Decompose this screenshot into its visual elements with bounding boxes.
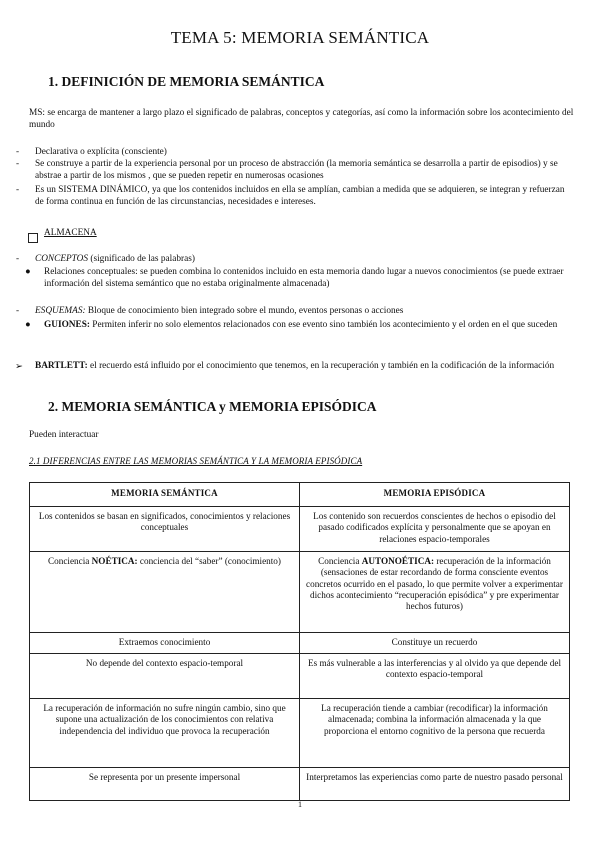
table-cell: Constituye un recuerdo bbox=[300, 633, 570, 654]
dash-bullet: - bbox=[16, 254, 20, 264]
section2-heading: 2. MEMORIA SEMÁNTICA y MEMORIA EPISÓDICA bbox=[48, 399, 377, 414]
page-number: 1 bbox=[298, 800, 302, 809]
interactuar-text: Pueden interactuar bbox=[29, 430, 99, 440]
noetica-desc: conciencia del “saber” (conocimiento) bbox=[137, 556, 281, 566]
table-row bbox=[30, 654, 570, 699]
conceptos-desc: (significado de las palabras) bbox=[88, 254, 195, 264]
table-row bbox=[30, 507, 570, 552]
dash-bullet: - bbox=[16, 147, 20, 157]
arrow-bullet-icon: ➢ bbox=[15, 362, 23, 372]
dash-bullet: - bbox=[16, 159, 20, 169]
table-cell: Los contenido son recuerdos conscientes de hechos o episodio del pasado codificados explícita y personalmente que se apoyan en relaciones espacio-temporales bbox=[300, 507, 570, 552]
table-cell: La recuperación tiende a cambiar (recodificar) la información almacenada; combina la información almacenada y la que proporciona el entorno cognitivo de la persona que recuerda bbox=[300, 699, 570, 768]
table-header-row bbox=[30, 483, 570, 507]
table-row bbox=[30, 768, 570, 801]
checkbox-icon bbox=[28, 228, 38, 247]
guiones-desc: Permiten inferir no solo elementos relacionados con ese evento sino también los acontecimiento y el orden en el que suceden bbox=[89, 320, 558, 330]
conceptos-line bbox=[35, 254, 575, 266]
table-cell: Extraemos conocimiento bbox=[30, 633, 300, 654]
bullet-declarativa: Declarativa o explícita (consciente) bbox=[35, 147, 167, 157]
esquemas-label: ESQUEMAS: bbox=[35, 306, 86, 316]
comparison-table bbox=[29, 482, 570, 801]
bartlett-label: BARTLETT: bbox=[35, 361, 88, 371]
dash-bullet: - bbox=[16, 306, 20, 316]
esquemas-desc: Bloque de conocimiento bien integrado sobre el mundo, eventos personas o acciones bbox=[85, 306, 404, 316]
section1-heading: 1. DEFINICIÓN DE MEMORIA SEMÁNTICA bbox=[48, 74, 325, 89]
guiones-label: GUIONES: bbox=[44, 320, 90, 330]
dot-bullet-icon: ● bbox=[25, 267, 31, 277]
table-cell: Es más vulnerable a las interferencias y al olvido ya que depende del contexto espacio-temporal bbox=[300, 654, 570, 699]
header-semantica: MEMORIA SEMÁNTICA bbox=[30, 483, 300, 507]
dot-bullet-icon: ● bbox=[25, 320, 31, 330]
table-cell: No depende del contexto espacio-temporal bbox=[30, 654, 300, 699]
table-cell: La recuperación de información no sufre ningún cambio, sino que supone una actualización de los conocimientos con relativa independencia del individuo que provoca la recuperación bbox=[30, 699, 300, 768]
bartlett-line bbox=[35, 361, 575, 373]
dash-bullet: - bbox=[16, 185, 20, 195]
guiones-line bbox=[44, 320, 572, 332]
bartlett-desc: el recuerdo está influido por el conocimiento que tenemos, en la recuperación y también en la codificación de la información bbox=[87, 361, 555, 371]
noetica-label: NOÉTICA: bbox=[91, 556, 138, 566]
autonoetica-desc: recuperación de la información (sensaciones de estar recordando de forma consciente eventos concretos ocurrido en el pasado, lo que permite volver a experimentar dichos acontecimiento “recuperación episódica” y pre experimentar hechos futuros) bbox=[306, 556, 563, 612]
conceptos-label: CONCEPTOS bbox=[35, 254, 89, 264]
table-cell bbox=[30, 552, 300, 633]
table-row bbox=[30, 633, 570, 654]
header-episodica: MEMORIA EPISÓDICA bbox=[300, 483, 570, 507]
table-cell: Los contenidos se basan en significados, conocimientos y relaciones conceptuales bbox=[30, 507, 300, 552]
table-cell: Se representa por un presente impersonal bbox=[30, 768, 300, 801]
table-row bbox=[30, 552, 570, 633]
relaciones-conceptuales: Relaciones conceptuales: se pueden combina lo contenidos incluido en esta memoria dando lugar a nuevos conocimientos (se puede extraer información del sistema semántico que no estaba originalmente almacenada) bbox=[44, 267, 564, 289]
esquemas-line bbox=[35, 306, 575, 318]
bullet-sistema-dinamico: Es un SISTEMA DINÁMICO, ya que los contenidos incluidos en ella se amplían, cambian a medida que se adquieren, se integran y refuerzan de forma continua en función de las circunstancias, necesidades e intereses. bbox=[35, 185, 565, 207]
bullet-construye: Se construye a partir de la experiencia personal por un proceso de abstracción (la memoria semántica se desarrolla a partir de episodios) y se abstrae a partir de los mismos , que se pueden repetir en numerosas ocasiones bbox=[35, 159, 558, 181]
page-title: TEMA 5: MEMORIA SEMÁNTICA bbox=[170, 28, 430, 47]
table-cell: Interpretamos las experiencias como parte de nuestro pasado personal bbox=[300, 768, 570, 801]
ms-definition: MS: se encarga de mantener a largo plazo el significado de palabras, conceptos y categorías, así como la información sobre los acontecimiento del mundo bbox=[29, 108, 574, 130]
autonoetica-pre: Conciencia bbox=[318, 556, 362, 566]
almacena-label: ALMACENA bbox=[44, 228, 97, 238]
noetica-pre: Conciencia bbox=[48, 556, 92, 566]
subsection-heading: 2.1 DIFERENCIAS ENTRE LAS MEMORIAS SEMÁNTICA Y LA MEMORIA EPISÓDICA bbox=[29, 456, 363, 466]
table-cell bbox=[300, 552, 570, 633]
autonoetica-label: AUTONOÉTICA: bbox=[361, 556, 435, 566]
table-row bbox=[30, 699, 570, 768]
